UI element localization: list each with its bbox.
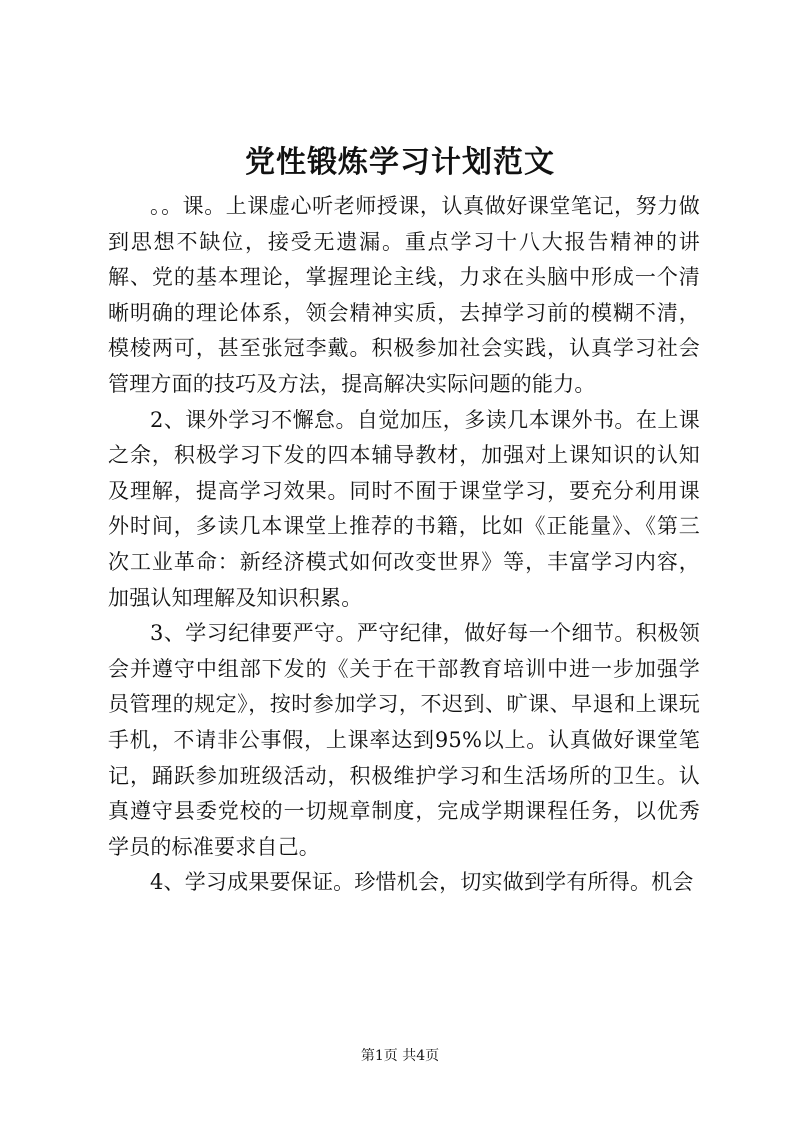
paragraph-4: 4、学习成果要保证。珍惜机会，切实做到学有所得。机会 [150,870,694,895]
paragraph-1: 。。课。上课虚心听老师授课，认真做好课堂笔记，努力做到思想不缺位，接受无遗漏。重点学习十八大报告精神的讲解、党的基本理论，掌握理论主线，力求在头脑中形成一个清晰明确的理论体系，领会精神实质，去掉学习前的模糊不清，模棱两可，甚至张冠李戴。积极参加社会实践，认真学习社会管理方面的技巧及方法，提高解决实际问题的能力。 [108,194,700,396]
paragraph-2: 2、课外学习不懈怠。自觉加压，多读几本课外书。在上课之余，积极学习下发的四本辅导教材，加强对上课知识的认知及理解，提高学习效果。同时不囿于课堂学习，要充分利用课外时间，多读几本课堂上推荐的书籍，比如《正能量》、《第三次工业革命：新经济模式如何改变世界》等，丰富学习内容，加强认知理解及知识积累。 [108,407,700,610]
page-number-footer: 第1页 共4页 [360,1048,440,1064]
document-body [108,189,700,901]
document-title: 党性锻炼学习计划范文 [245,145,555,180]
paragraph-3: 3、学习纪律要严守。严守纪律，做好每一个细节。积极领会并遵守中组部下发的《关于在干部教育培训中进一步加强学员管理的规定》，按时参加学习，不迟到、旷课、早退和上课玩手机，不请非公事假，上课率达到95%以上。认真做好课堂笔记，踊跃参加班级活动，积极维护学习和生活场所的卫生。认真遵守县委党校的一切规章制度，完成学期课程任务，以优秀学员的标准要求自己。 [108,621,700,859]
